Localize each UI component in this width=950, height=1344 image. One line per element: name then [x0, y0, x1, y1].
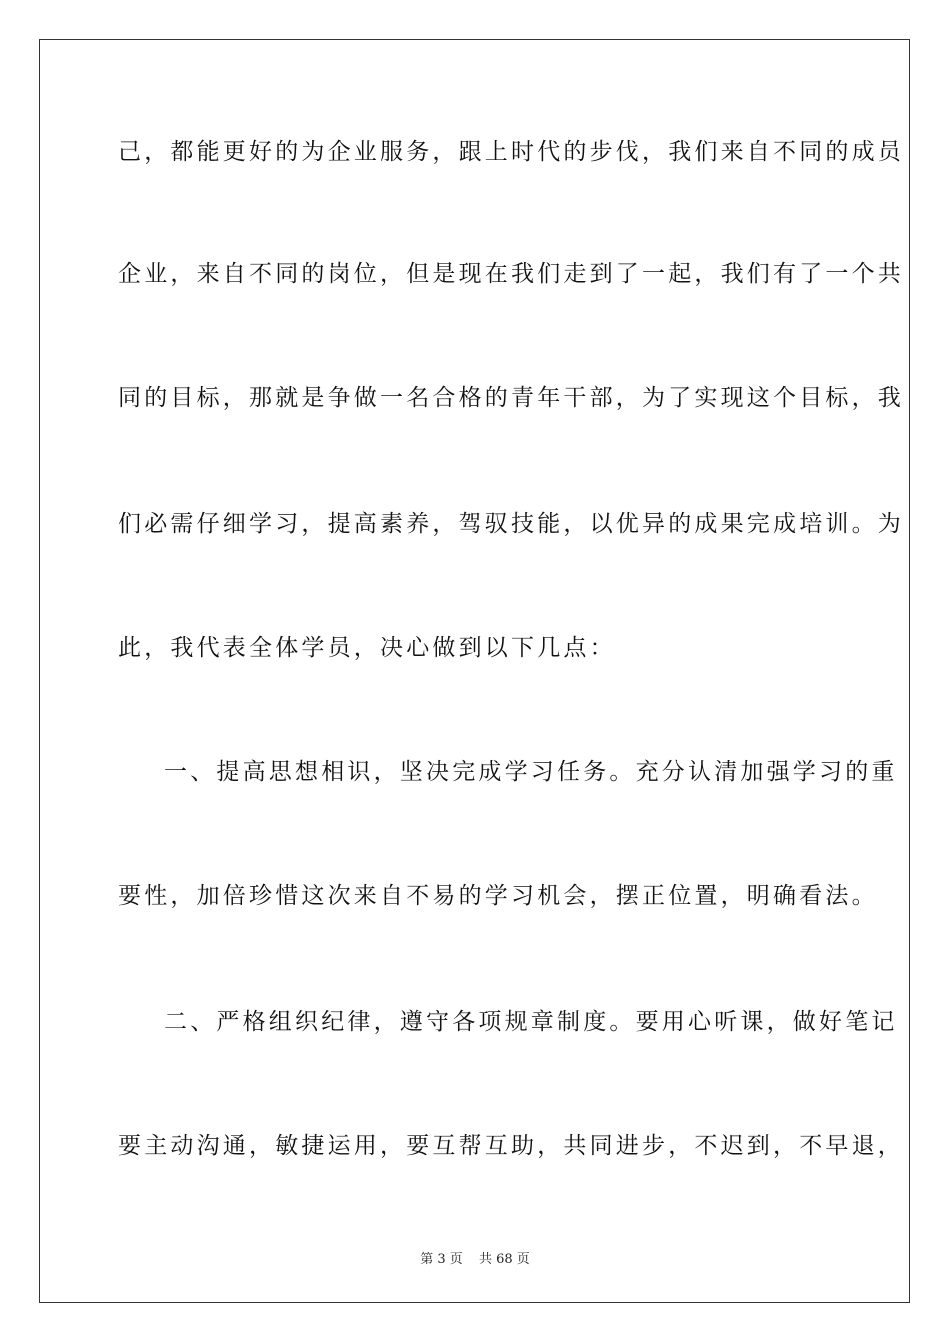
body-line-1: 己，都能更好的为企业服务，跟上时代的步伐，我们来自不同的成员 [118, 139, 904, 165]
body-line-2: 企业，来自不同的岗位，但是现在我们走到了一起，我们有了一个共 [118, 261, 904, 287]
page-frame [39, 39, 910, 1303]
body-line-5: 此，我代表全体学员，决心做到以下几点： [118, 635, 616, 661]
page-footer [0, 1248, 950, 1267]
body-line-6: 一、提高思想相识，坚决完成学习任务。充分认清加强学习的重 [164, 759, 898, 785]
body-line-3: 同的目标，那就是争做一名合格的青年干部，为了实现这个目标，我 [118, 385, 904, 411]
body-line-7: 要性，加倍珍惜这次来自不易的学习机会，摆正位置，明确看法。 [118, 883, 878, 909]
body-line-4: 们必需仔细学习，提高素养，驾驭技能，以优异的成果完成培训。为 [118, 511, 904, 537]
page-number: 第 3 页 [420, 1252, 463, 1267]
body-line-8: 二、严格组织纪律，遵守各项规章制度。要用心听课，做好笔记 [164, 1009, 898, 1035]
body-line-9: 要主动沟通，敏捷运用，要互帮互助，共同进步，不迟到，不早退， [118, 1133, 904, 1159]
page-total: 共 68 页 [478, 1252, 530, 1267]
